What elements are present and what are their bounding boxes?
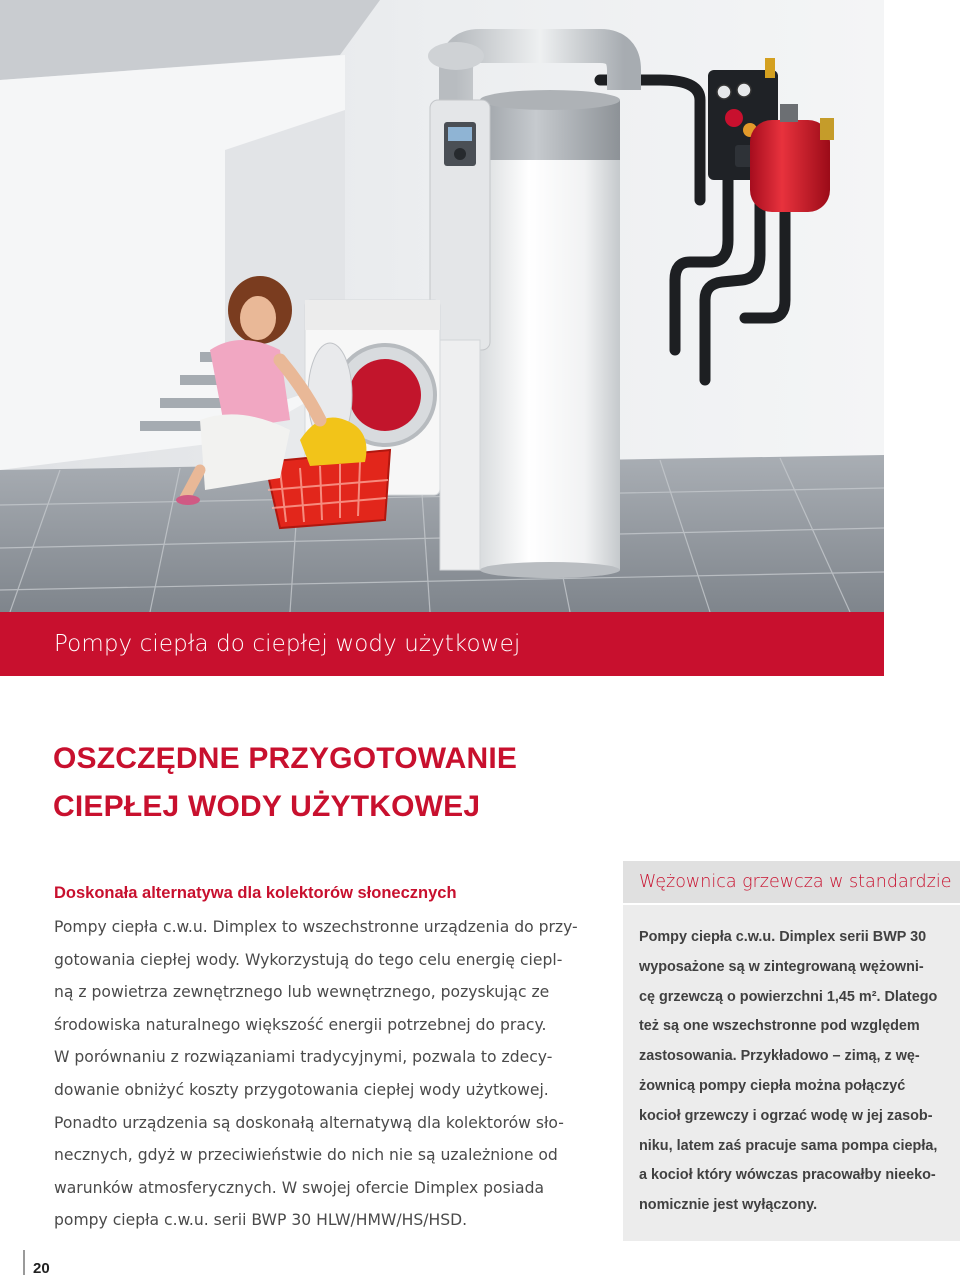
sidebar-line: zastosowania. Przykładowo – zimą, z wę- bbox=[639, 1048, 920, 1065]
laundry-room-illustration bbox=[0, 0, 884, 612]
body-line: W porównaniu z rozwiązaniami tradycyjnymi, pozwala to zdecy- bbox=[54, 1048, 553, 1067]
body-line: warunków atmosferycznych. W swojej ofercie Dimplex posiada bbox=[54, 1178, 545, 1197]
sidebar-line: też są one wszechstronne pod względem bbox=[639, 1018, 920, 1035]
sidebar-line: niku, latem zaś pracuje sama pompa ciepła, bbox=[639, 1137, 938, 1154]
page-number-rule bbox=[23, 1250, 25, 1275]
sidebar-line: a kocioł który wówczas pracowałby nieeko- bbox=[639, 1167, 936, 1184]
page-headline bbox=[53, 735, 517, 831]
headline-line-1: OSZCZĘDNE PRZYGOTOWANIE bbox=[53, 742, 518, 775]
body-line: Pompy ciepła c.w.u. Dimplex to wszechstronne urządzenia do przy- bbox=[54, 918, 578, 936]
intro-heading: Doskonała alternatywa dla kolektorów słonecznych bbox=[54, 884, 457, 902]
body-line: pompy ciepła c.w.u. serii BWP 30 HLW/HMW/HS/HSD. bbox=[54, 1211, 468, 1230]
banner-title: Pompy ciepła do ciepłej wody użytkowej bbox=[54, 631, 521, 657]
hero-photo bbox=[0, 0, 884, 612]
body-line: ną z powietrza zewnętrznego lub wewnętrznego, pozyskując ze bbox=[54, 983, 550, 1002]
sidebar-header bbox=[623, 861, 960, 905]
sidebar-line: Pompy ciepła c.w.u. Dimplex serii BWP 30 bbox=[639, 929, 927, 945]
main-body-text bbox=[54, 911, 614, 1237]
page-number: 20 bbox=[33, 1260, 50, 1277]
sidebar-line: cę grzewczą o powierzchni 1,45 m². Dlatego bbox=[639, 988, 938, 1005]
sidebar-line: nomicznie jest wyłączony. bbox=[639, 1197, 818, 1214]
body-line: środowiska naturalnego większość energii potrzebnej do pracy. bbox=[54, 1015, 547, 1034]
sidebar-box bbox=[623, 861, 960, 1241]
sidebar-line: żownicą pompy ciepła można połączyć bbox=[639, 1077, 906, 1094]
body-line: gotowania ciepłej wody. Wykorzystują do tego celu energię ciepl- bbox=[54, 950, 563, 969]
body-line: dowanie obniżyć koszty przygotowania ciepłej wody użytkowej. bbox=[54, 1080, 549, 1099]
sidebar-line: wyposażone są w zintegrowaną wężowni- bbox=[639, 958, 924, 975]
sidebar-line: kocioł grzewczy i ogrzać wodę w jej zasob- bbox=[639, 1107, 933, 1124]
headline-line-2: CIEPŁEJ WODY UŻYTKOWEJ bbox=[53, 790, 481, 823]
sidebar-body-text bbox=[639, 923, 949, 1221]
body-line: necznych, gdyż w przeciwieństwie do nich nie są uzależnione od bbox=[54, 1146, 558, 1165]
sidebar-title: Wężownica grzewcza w standardzie bbox=[639, 872, 952, 892]
body-line: Ponadto urządzenia są doskonałą alternatywą dla kolektorów sło- bbox=[54, 1113, 564, 1132]
